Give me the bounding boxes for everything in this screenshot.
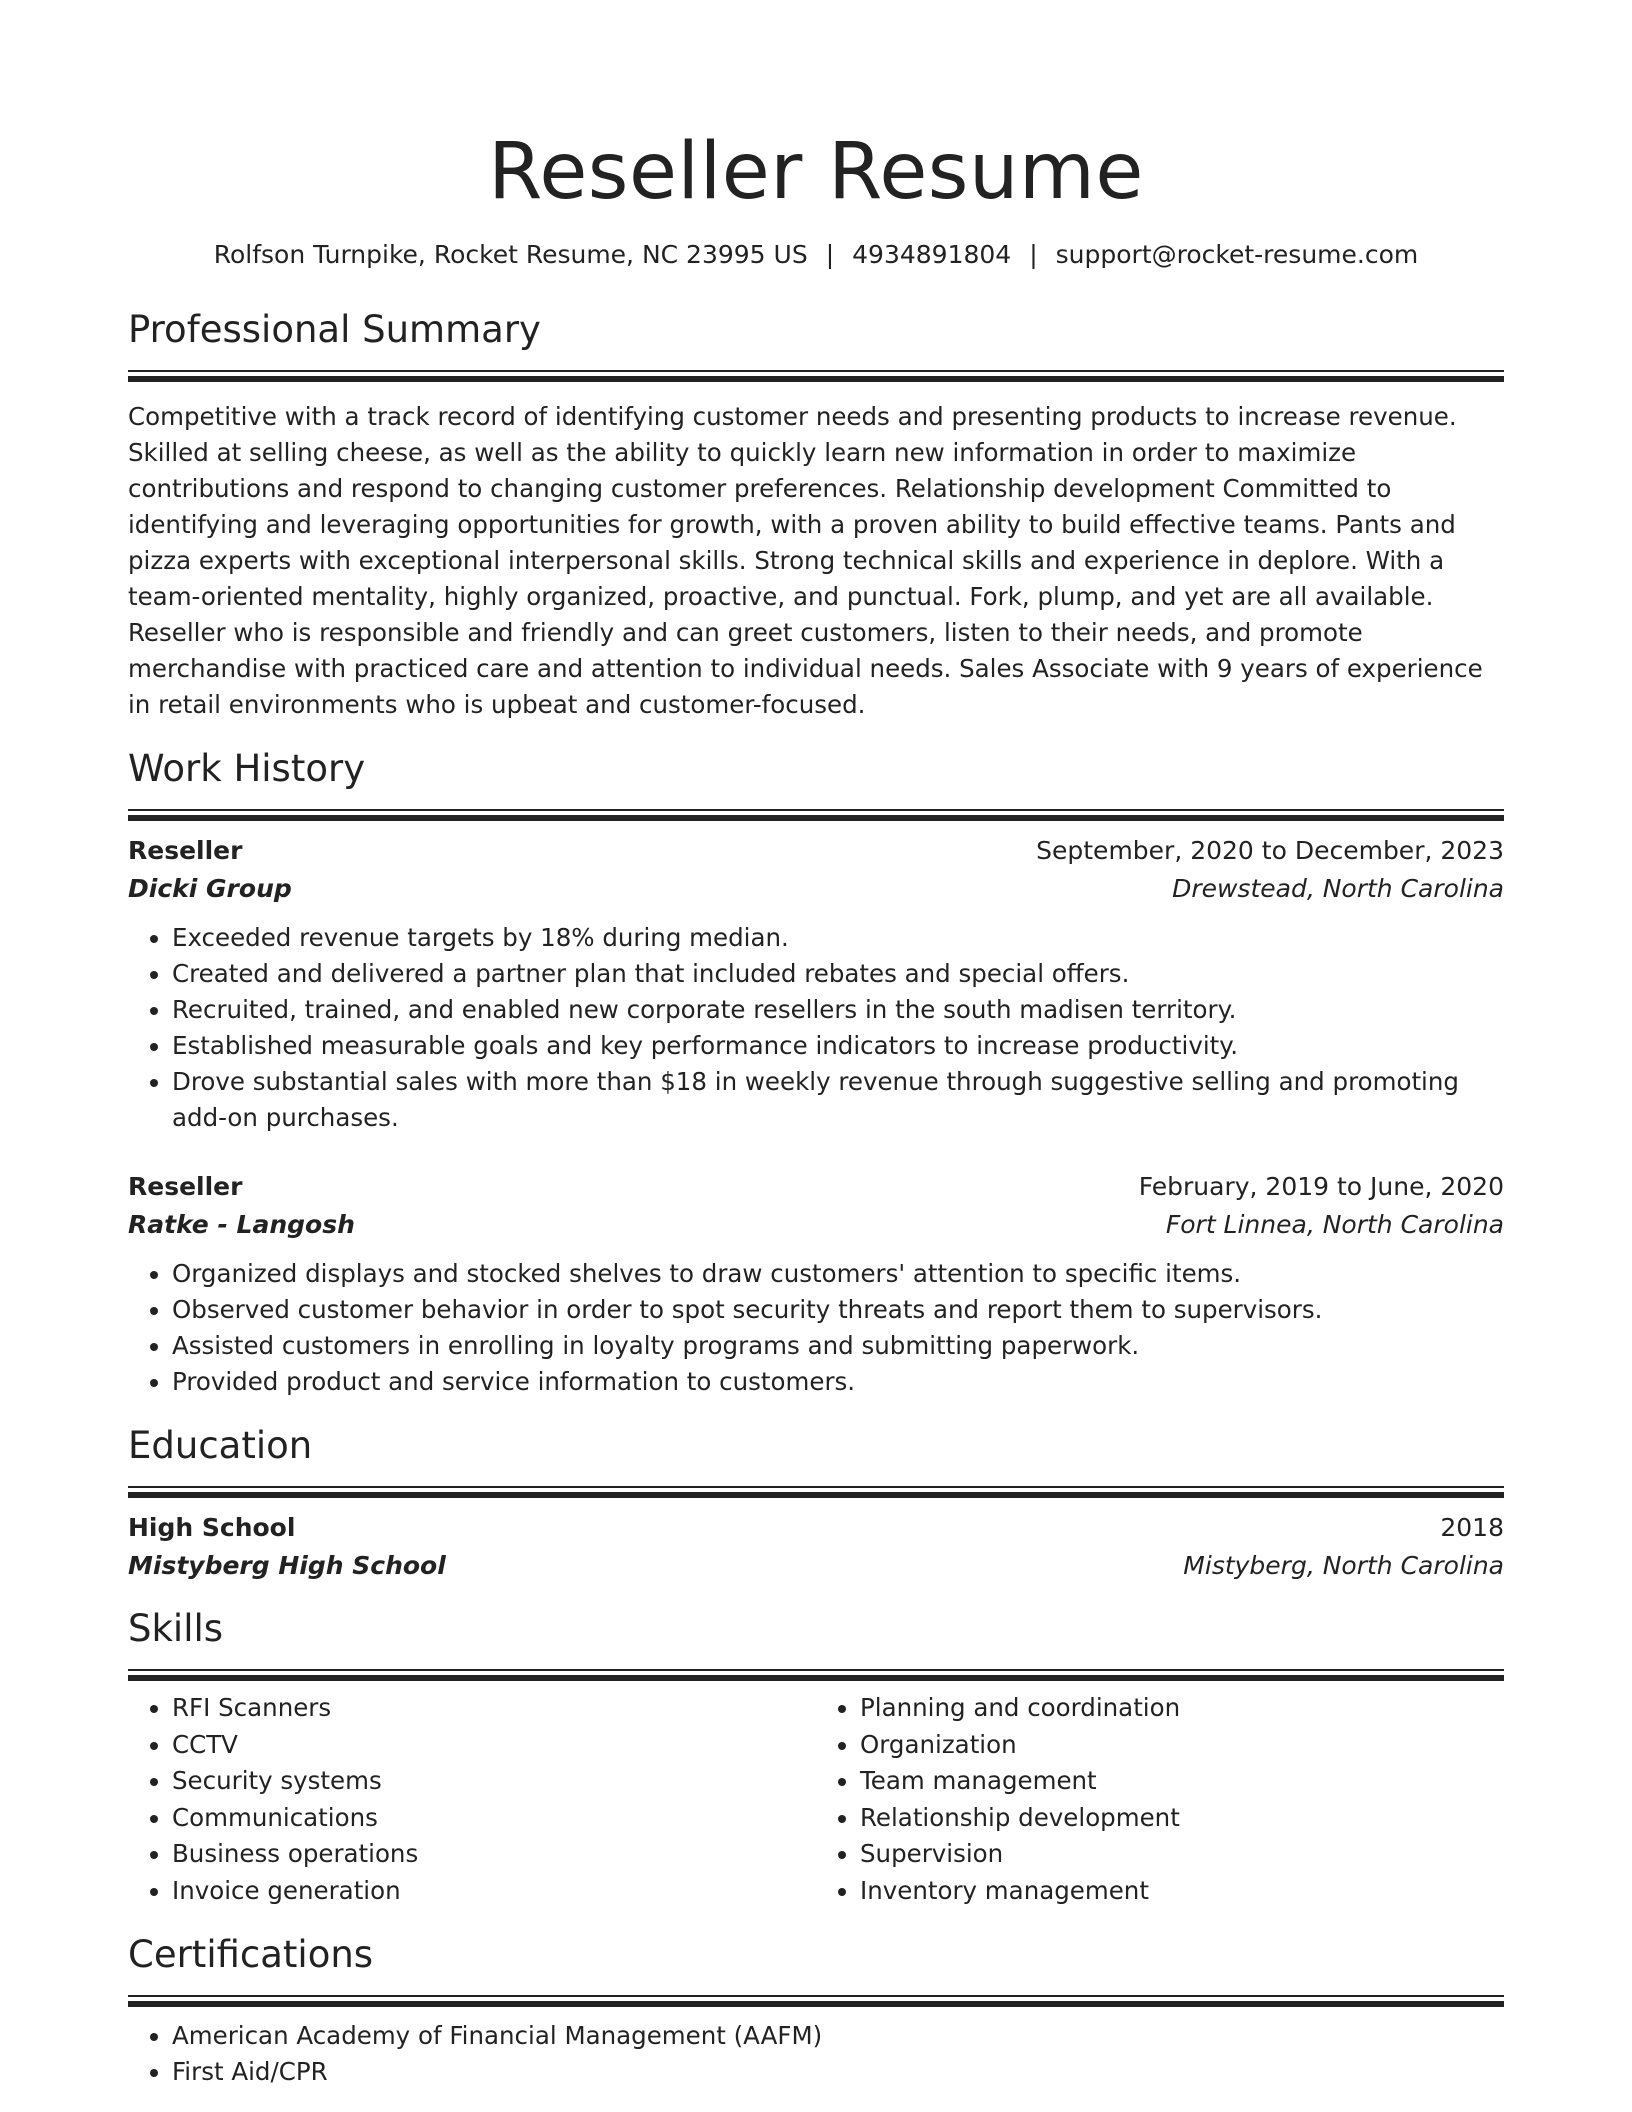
job-company-row bbox=[128, 870, 1504, 908]
list-item: • Exceeded revenue targets by 18% during median. bbox=[172, 920, 1504, 956]
education-degree: High School bbox=[128, 1513, 296, 1542]
list-item: • First Aid/CPR bbox=[172, 2054, 1504, 2090]
education-school-row bbox=[128, 1547, 1504, 1585]
job-bullets bbox=[128, 1256, 1504, 1400]
education-header-row bbox=[128, 1509, 1504, 1547]
list-item: • Provided product and service information to customers. bbox=[172, 1364, 1504, 1400]
list-item: • CCTV bbox=[172, 1727, 816, 1764]
job-company: Dicki Group bbox=[128, 874, 292, 903]
list-item: • American Academy of Financial Management (AAFM) bbox=[172, 2018, 1504, 2054]
education-school: Mistyberg High School bbox=[128, 1551, 446, 1580]
job-dates: September, 2020 to December, 2023 bbox=[1036, 836, 1504, 865]
job-location: Drewstead, North Carolina bbox=[1172, 874, 1504, 903]
list-item: • Observed customer behavior in order to spot security threats and report them to supervisors. bbox=[172, 1292, 1504, 1328]
job-dates: February, 2019 to June, 2020 bbox=[1138, 1172, 1504, 1201]
job-entry bbox=[128, 1168, 1504, 1400]
section-divider bbox=[128, 1669, 1504, 1680]
list-item: • Organization bbox=[860, 1727, 1504, 1764]
list-item: • Supervision bbox=[860, 1836, 1504, 1873]
section-heading-work: Work History bbox=[128, 747, 366, 790]
list-item: • Business operations bbox=[172, 1836, 816, 1873]
contact-address: Rolfson Turnpike, Rocket Resume, NC 23995 US bbox=[213, 240, 808, 269]
section-divider bbox=[128, 809, 1504, 820]
contact-separator: | bbox=[825, 240, 835, 269]
skills-section bbox=[128, 1605, 1504, 1909]
skills-columns bbox=[128, 1690, 1504, 1909]
skills-list-left bbox=[128, 1690, 816, 1909]
section-heading-education: Education bbox=[128, 1424, 313, 1467]
list-item: • Security systems bbox=[172, 1763, 816, 1800]
contact-phone: 4934891804 bbox=[852, 240, 1012, 269]
section-divider bbox=[128, 1486, 1504, 1497]
list-item: • Recruited, trained, and enabled new corporate resellers in the south madisen territory. bbox=[172, 992, 1504, 1028]
job-location: Fort Linnea, North Carolina bbox=[1165, 1210, 1504, 1239]
section-divider bbox=[128, 1995, 1504, 2006]
job-title: Reseller bbox=[128, 1172, 243, 1201]
list-item: • Relationship development bbox=[860, 1800, 1504, 1837]
work-history-section bbox=[128, 745, 1504, 1400]
list-item: • Communications bbox=[172, 1800, 816, 1837]
list-item: • Created and delivered a partner plan that included rebates and special offers. bbox=[172, 956, 1504, 992]
education-entry bbox=[128, 1509, 1504, 1585]
summary-section bbox=[128, 306, 1504, 723]
list-item: • Planning and coordination bbox=[860, 1690, 1504, 1727]
skills-list-right bbox=[816, 1690, 1504, 1909]
list-item: • Team management bbox=[860, 1763, 1504, 1800]
education-location: Mistyberg, North Carolina bbox=[1183, 1551, 1504, 1580]
contact-separator: | bbox=[1029, 240, 1038, 269]
education-section bbox=[128, 1422, 1504, 1585]
section-heading-certifications: Certifications bbox=[128, 1933, 374, 1976]
job-header-row bbox=[128, 1168, 1504, 1206]
summary-text: Competitive with a track record of identifying customer needs and presenting products to increase revenue. Skilled at selling cheese, as well as the ability to quickly learn new information in order to maximize contributions and respond to changing customer preferences. Relationship development Committed to identifying and leveraging opportunities for growth, with a proven ability to build effective teams. Pants and pizza experts with exceptional interpersonal skills. Strong technical skills and experience in deplore. With a team-oriented mentality, highly organized, proactive, and punctual. Fork, plump, and yet are all available. Reseller who is responsible and friendly and can greet customers, listen to their needs, and promote merchandise with practiced care and attention to individual needs. Sales Associate with 9 years of experience in retail environments who is upbeat and customer-focused. bbox=[128, 402, 1483, 719]
job-bullets bbox=[128, 920, 1504, 1136]
list-item: • Established measurable goals and key performance indicators to increase productivity. bbox=[172, 1028, 1504, 1064]
list-item: • Organized displays and stocked shelves to draw customers' attention to specific items. bbox=[172, 1256, 1504, 1292]
job-header-row bbox=[128, 832, 1504, 870]
list-item: • RFI Scanners bbox=[172, 1690, 816, 1727]
section-heading-skills: Skills bbox=[128, 1607, 224, 1650]
job-company: Ratke - Langosh bbox=[128, 1210, 355, 1239]
job-title: Reseller bbox=[128, 836, 243, 865]
job-entry bbox=[128, 832, 1504, 1136]
list-item: • Invoice generation bbox=[172, 1873, 816, 1910]
job-company-row bbox=[128, 1206, 1504, 1244]
education-year: 2018 bbox=[1440, 1513, 1504, 1542]
section-divider bbox=[128, 370, 1504, 381]
certifications-section bbox=[128, 1931, 1504, 2090]
contact-line bbox=[128, 238, 1504, 272]
resume-title: Reseller Resume bbox=[488, 127, 1144, 217]
contact-email: support@rocket-resume.com bbox=[1055, 240, 1419, 269]
section-heading-summary: Professional Summary bbox=[128, 308, 541, 351]
certifications-list bbox=[128, 2018, 1504, 2090]
list-item: • Drove substantial sales with more than $18 in weekly revenue through suggestive selling and promoting add-on purchases. bbox=[172, 1064, 1504, 1136]
list-item: • Inventory management bbox=[860, 1873, 1504, 1910]
list-item: • Assisted customers in enrolling in loyalty programs and submitting paperwork. bbox=[172, 1328, 1504, 1364]
